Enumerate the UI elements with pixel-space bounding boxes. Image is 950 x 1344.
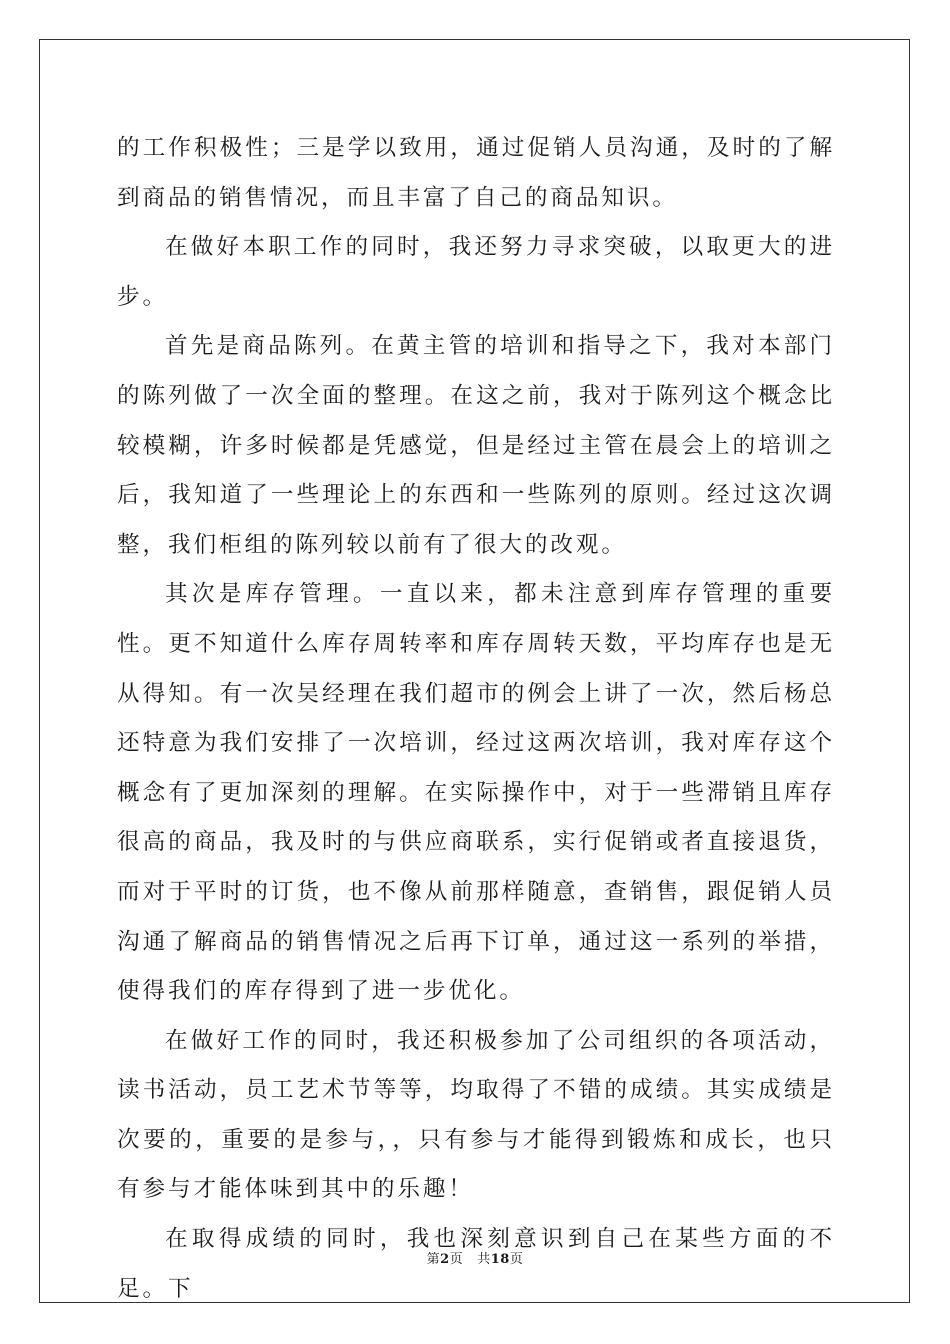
paragraph-3: 首先是商品陈列。在黄主管的培训和指导之下，我对本部门的陈列做了一次全面的整理。在这之前，我对于陈列这个概念比较模糊，许多时候都是凭感觉，但是经过主管在晨会上的培训之后，我知道了一些理论上的东西和一些陈列的原则。经过这次调整，我们柜组的陈列较以前有了很大的改观。 bbox=[117, 333, 835, 558]
total-pages: 18 bbox=[490, 1252, 510, 1267]
document-body bbox=[117, 124, 835, 1314]
total-prefix: 共 bbox=[477, 1252, 491, 1267]
paragraph-2: 在做好本职工作的同时，我还努力寻求突破，以取更大的进步。 bbox=[117, 234, 835, 310]
page-suffix: 页 bbox=[449, 1252, 464, 1267]
total-suffix: 页 bbox=[509, 1252, 524, 1267]
page-prefix: 第 bbox=[426, 1252, 441, 1267]
paragraph-1: 的工作积极性；三是学以致用，通过促销人员沟通，及时的了解到商品的销售情况，而且丰富了自己的商品知识。 bbox=[117, 135, 835, 211]
paragraph-4: 其次是库存管理。一直以来，都未注意到库存管理的重要性。更不知道什么库存周转率和库存周转天数，平均库存也是无从得知。有一次吴经理在我们超市的例会上讲了一次，然后杨总还特意为我们安排了一次培训，经过这两次培训，我对库存这个概念有了更加深刻的理解。在实际操作中，对于一些滞销且库存很高的商品，我及时的与供应商联系，实行促销或者直接退货，而对于平时的订货，也不像从前那样随意，查销售，跟促销人员沟通了解商品的销售情况之后再下订单，通过这一系列的举措，使得我们的库存得到了进一步优化。 bbox=[117, 581, 835, 1005]
paragraph-5: 在做好工作的同时，我还积极参加了公司组织的各项活动，读书活动，员工艺术节等等，均取得了不错的成绩。其实成绩是次要的，重要的是参与，，只有参与才能得到锻炼和成长，也只有参与才能体味到其中的乐趣！ bbox=[117, 1027, 835, 1203]
paragraph-6: 在取得成绩的同时，我也深刻意识到自己在某些方面的不足。下 bbox=[117, 1226, 835, 1302]
page-footer bbox=[0, 1248, 950, 1267]
page-number: 2 bbox=[440, 1252, 450, 1267]
